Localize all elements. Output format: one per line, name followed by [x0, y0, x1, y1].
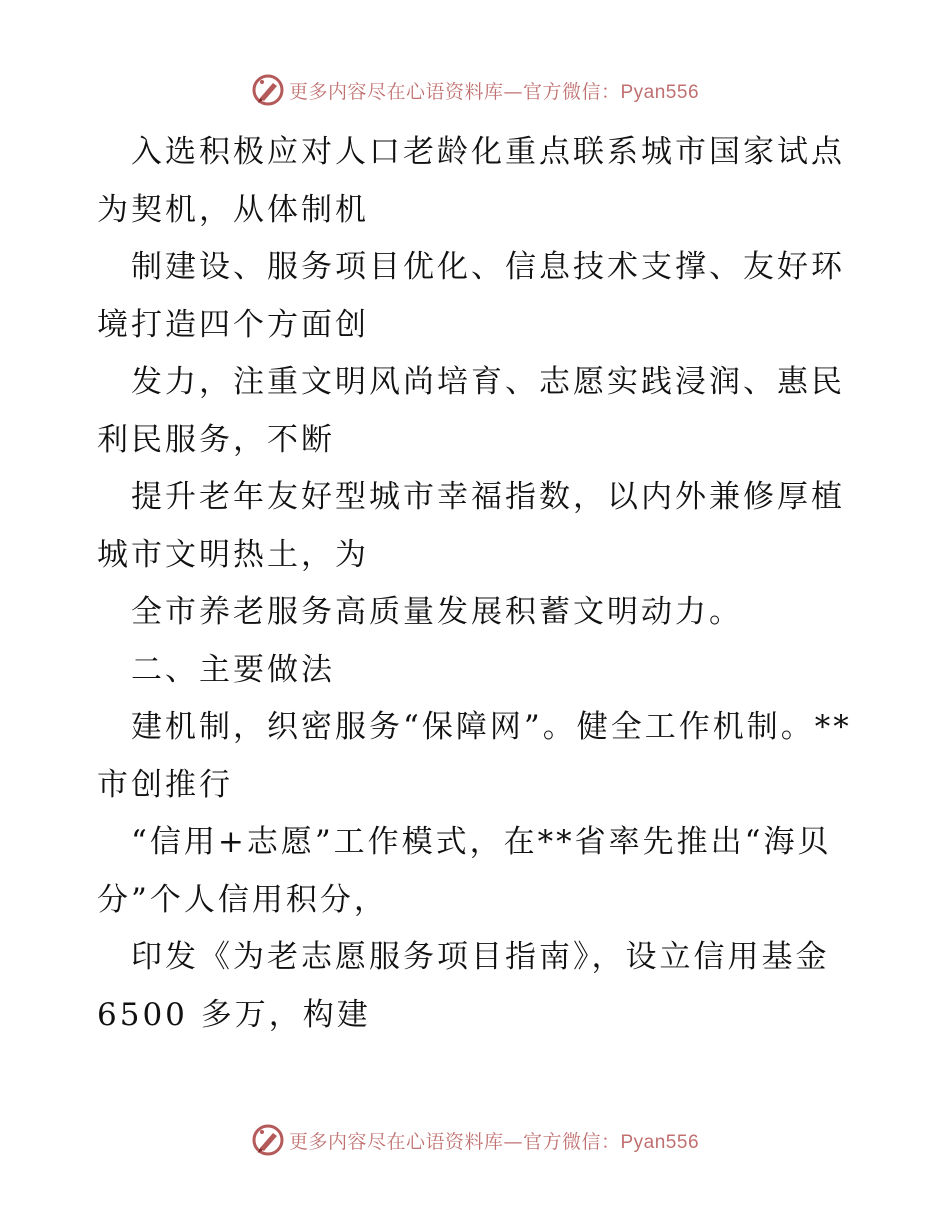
- footer-watermark: [0, 1120, 950, 1160]
- paragraph: 入选积极应对人口老龄化重点联系城市国家试点为契机，从体制机: [97, 134, 845, 228]
- paragraph: 全市养老服务高质量发展积蓄文明动力。: [97, 594, 743, 630]
- watermark-text: 更多内容尽在心语资料库—官方微信：Pyan556: [288, 80, 700, 103]
- pen-logo-icon: [251, 1123, 285, 1157]
- document-body: [97, 124, 857, 1044]
- section-heading: 二、主要做法: [97, 651, 335, 688]
- paragraph: “信用+志愿”工作模式，在**省率先推出“海贝分”个人信用积分，: [97, 824, 832, 918]
- paragraph: 制建设、服务项目优化、信息技术支撑、友好环境打造四个方面创: [97, 249, 845, 343]
- header-watermark: [0, 70, 950, 110]
- paragraph: 发力，注重文明风尚培育、志愿实践浸润、惠民利民服务，不断: [97, 364, 845, 458]
- watermark-text: 更多内容尽在心语资料库—官方微信：Pyan556: [288, 1130, 700, 1153]
- paragraph: 印发《为老志愿服务项目指南》，设立信用基金 6500 多万，构建: [97, 939, 843, 1033]
- pen-logo-icon: [251, 73, 285, 107]
- paragraph: 建机制，织密服务“保障网”。健全工作机制。**市创推行: [97, 709, 852, 803]
- paragraph: 提升老年友好型城市幸福指数，以内外兼修厚植城市文明热土，为: [97, 479, 845, 573]
